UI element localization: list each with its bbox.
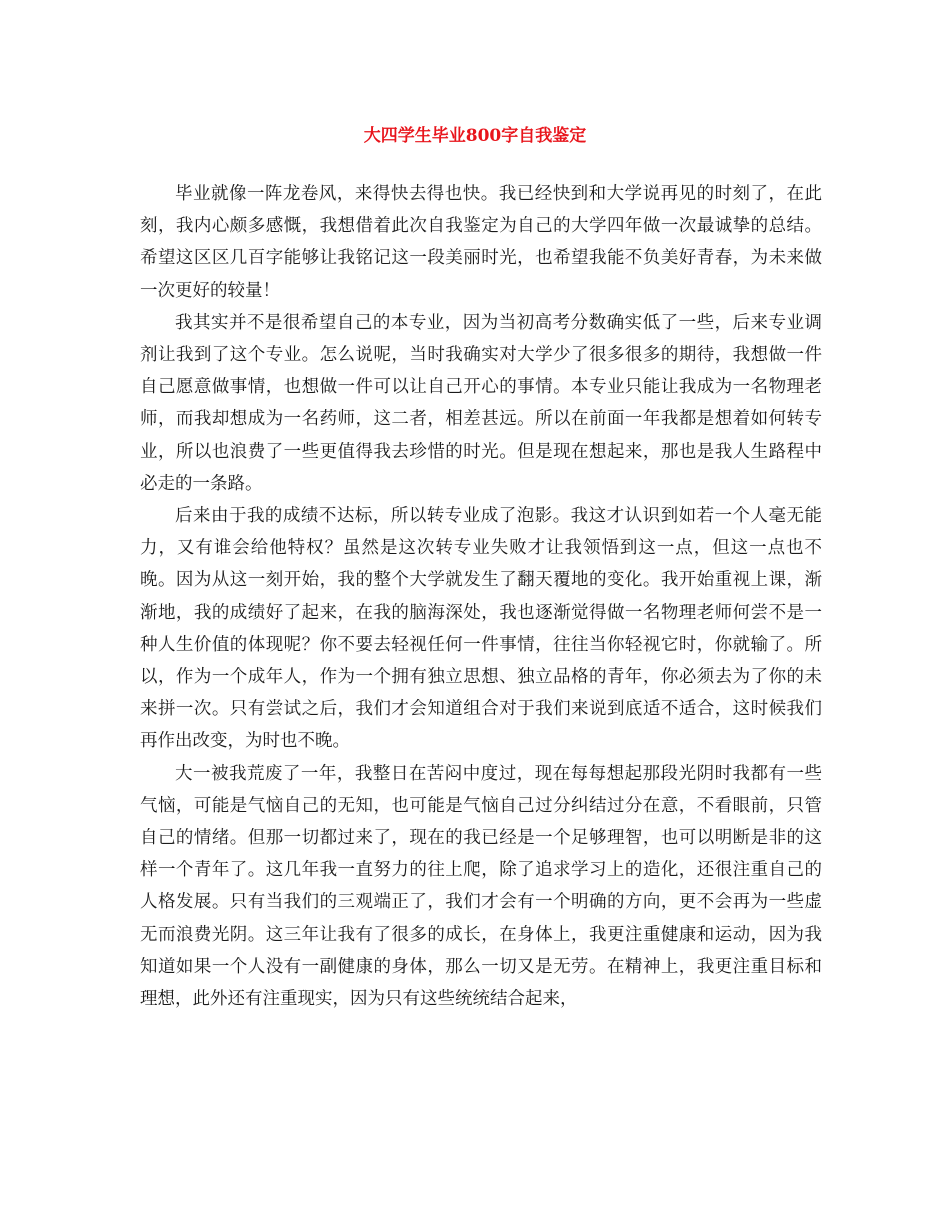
paragraph-3: 后来由于我的成绩不达标，所以转专业成了泡影。我这才认识到如若一个人毫无能力，又有谁会给他特权？虽然是这次转专业失败才让我领悟到这一点，但这一点也不晚。因为从这一刻开始，我的整个大学就发生了翻天覆地的变化。我开始重视上课，渐渐地，我的成绩好了起来，在我的脑海深处，我也逐渐觉得做一名物理老师何尝不是一种人生价值的体现呢？你不要去轻视任何一件事情，往往当你轻视它时，你就输了。所以，作为一个成年人，作为一个拥有独立思想、独立品格的青年，你必须去为了你的未来拼一次。只有尝试之后，我们才会知道组合对于我们来说到底适不适合，这时候我们再作出改变，为时也不晚。 bbox=[140, 506, 822, 752]
paragraph-1: 毕业就像一阵龙卷风，来得快去得也快。我已经快到和大学说再见的时刻了，在此刻，我内心颇多感慨，我想借着此次自我鉴定为自己的大学四年做一次最诚挚的总结。希望这区区几百字能够让我铭记这一段美丽时光，也希望我能不负美好青春，为未来做一次更好的较量！ bbox=[140, 184, 822, 301]
paragraph-2: 我其实并不是很希望自己的本专业，因为当初高考分数确实低了一些，后来专业调剂让我到了这个专业。怎么说呢，当时我确实对大学少了很多很多的期待，我想做一件自己愿意做事情，也想做一件可以让自己开心的事情。本专业只能让我成为一名物理老师，而我却想成为一名药师，这二者，相差甚远。所以在前面一年我都是想着如何转专业，所以也浪费了一些更值得我去珍惜的时光。但是现在想起来，那也是我人生路程中必走的一条路。 bbox=[140, 312, 822, 494]
document-body bbox=[140, 178, 822, 1015]
document-title: 大四学生毕业800字自我鉴定 bbox=[363, 126, 587, 146]
paragraph-4: 大一被我荒废了一年，我整日在苦闷中度过，现在每每想起那段光阴时我都有一些气恼，可能是气恼自己的无知，也可能是气恼自己过分纠结过分在意，不看眼前，只管自己的情绪。但那一切都过来了，现在的我已经是一个足够理智，也可以明断是非的这样一个青年了。这几年我一直努力的往上爬，除了追求学习上的造化，还很注重自己的人格发展。只有当我们的三观端正了，我们才会有一个明确的方向，更不会再为一些虚无而浪费光阴。这三年让我有了很多的成长，在身体上，我更注重健康和运动，因为我知道如果一个人没有一副健康的身体，那么一切又是无劳。在精神上，我更注重目标和理想，此外还有注重现实，因为只有这些统统结合起来， bbox=[140, 763, 822, 1010]
